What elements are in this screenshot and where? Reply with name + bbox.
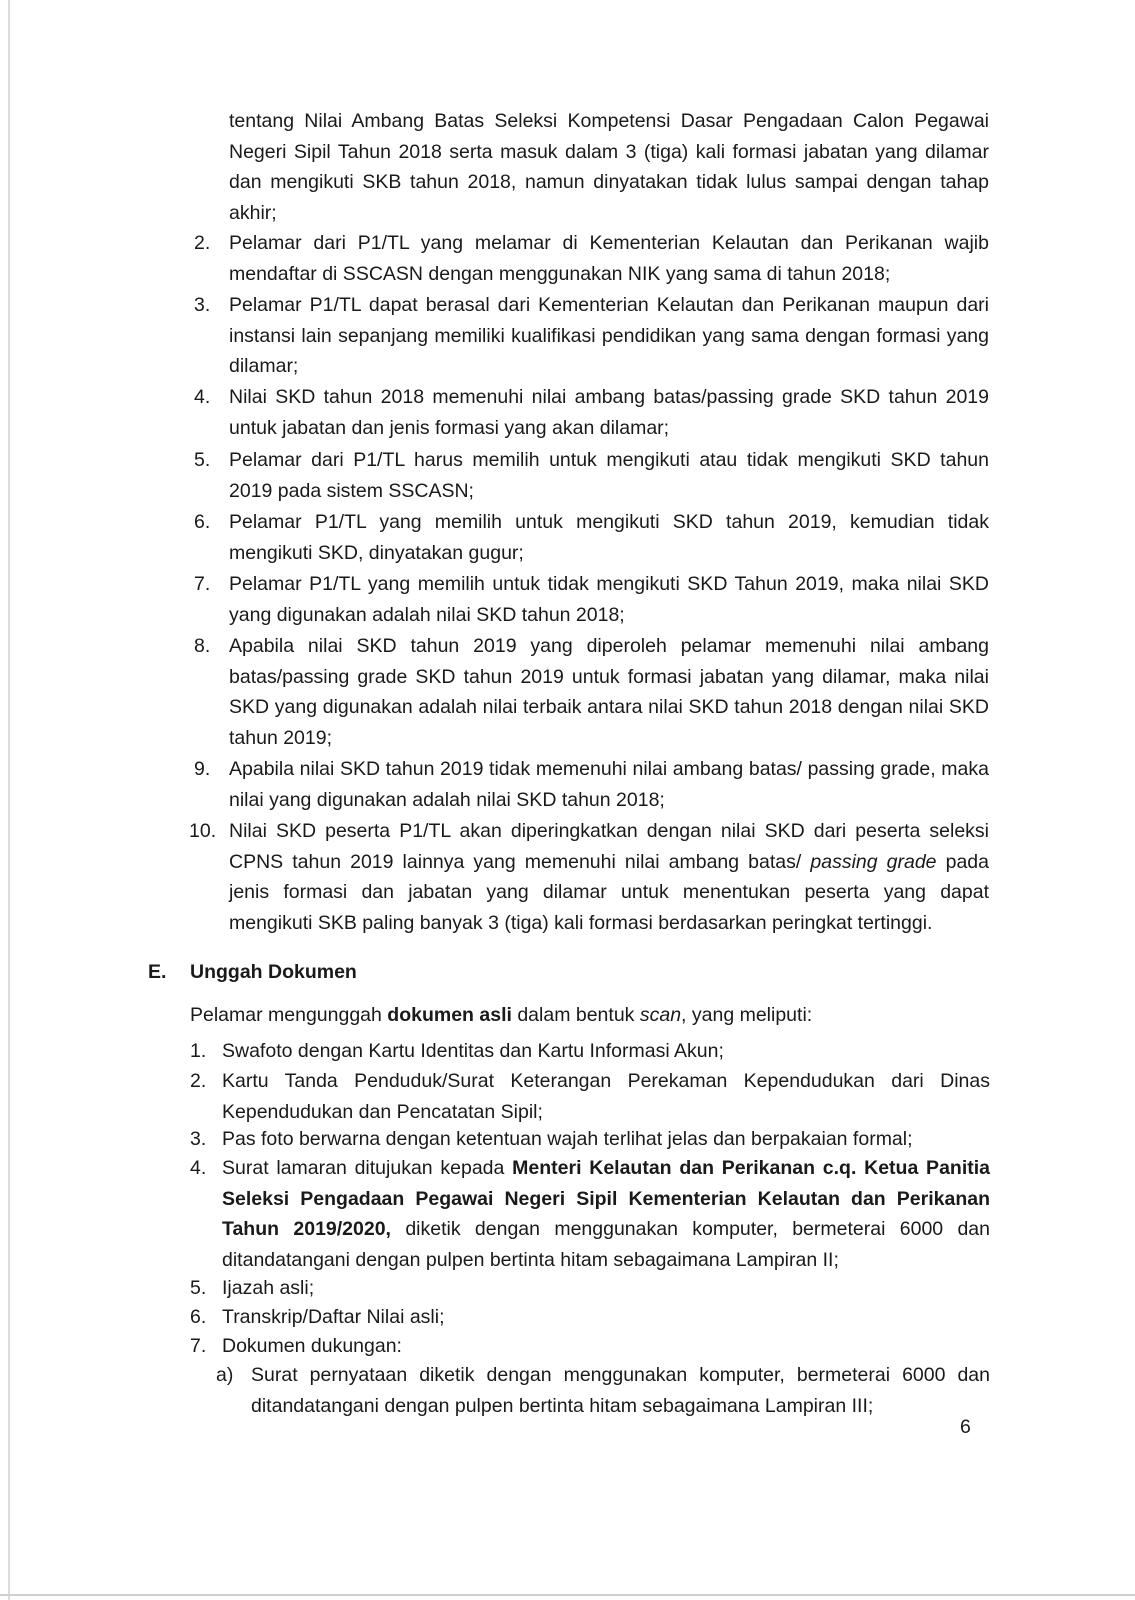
list-number: 6. — [190, 1306, 207, 1328]
list-text: Apabila nilai SKD tahun 2019 yang diperoleh pelamar memenuhi nilai ambang batas/passing grade SKD tahun 2019 untuk formasi jabatan yang dilamar, maka nilai SKD yang digunakan adalah nilai terbaik antara nilai SKD tahun 2018 dengan nilai SKD tahun 2019; — [229, 635, 989, 749]
list-number: 2. — [190, 1070, 207, 1092]
list-text-part: pada jenis formasi dan jabatan yang dilamar untuk menentukan peserta yang dapat mengikuti SKB paling banyak 3 (tiga) kali formasi berdasarkan peringkat tertinggi. — [229, 850, 989, 934]
list-text: Ijazah asli; — [222, 1277, 315, 1299]
sub-list-letter: a) — [216, 1364, 234, 1386]
intro-text: Pelamar mengunggah — [190, 1004, 388, 1026]
list-text — [222, 1153, 990, 1275]
page-edge — [8, 0, 10, 1600]
section-letter: E. — [148, 961, 167, 983]
document-item — [190, 1124, 990, 1155]
list-number: 7. — [190, 1335, 207, 1357]
page-edge-bottom — [0, 1594, 1135, 1596]
list-text: Pelamar dari P1/TL yang melamar di Kementerian Kelautan dan Perikanan wajib mendaftar di SSCASN dengan menggunakan NIK yang sama di tahun 2018; — [229, 232, 989, 285]
page-number: 6 — [960, 1416, 971, 1438]
document-sub-item — [216, 1360, 990, 1421]
list-text: Pelamar P1/TL yang memilih untuk tidak mengikuti SKD Tahun 2019, maka nilai SKD yang digunakan adalah nilai SKD tahun 2018; — [229, 573, 989, 626]
list-number: 10. — [189, 820, 217, 842]
list-number: 3. — [194, 294, 211, 316]
intro-text: , yang meliputi: — [681, 1004, 813, 1026]
document-item — [190, 1153, 990, 1275]
list-item — [194, 507, 989, 568]
list-text: Pelamar P1/TL dapat berasal dari Kementerian Kelautan dan Perikanan maupun dari instansi lain sepanjang memiliki kualifikasi pendidikan yang sama dengan formasi yang dilamar; — [229, 294, 989, 377]
list-text: Dokumen dukungan: — [222, 1335, 402, 1357]
list-number: 2. — [194, 232, 211, 254]
list-number: 6. — [194, 511, 211, 533]
list-number: 9. — [194, 758, 211, 780]
intro-text: dalam bentuk — [511, 1004, 640, 1026]
list-text: Surat pernyataan diketik dengan menggunakan komputer, bermeterai 6000 dan ditandatangani dengan pulpen bertinta hitam sebagaimana Lampiran III; — [251, 1364, 990, 1417]
list-number: 1. — [190, 1040, 207, 1062]
document-item — [190, 1302, 990, 1333]
list-text: Kartu Tanda Penduduk/Surat Keterangan Perekaman Kependudukan dari Dinas Kependudukan dan Pencatatan Sipil; — [222, 1070, 990, 1123]
list-number: 7. — [194, 573, 211, 595]
list-text — [229, 816, 989, 938]
list-item — [194, 445, 989, 506]
list-item — [189, 816, 989, 938]
continuation-paragraph: tentang Nilai Ambang Batas Seleksi Kompetensi Dasar Pengadaan Calon Pegawai Negeri Sipil Tahun 2018 serta masuk dalam 3 (tiga) kali formasi jabatan yang dilamar dan mengikuti SKB tahun 2018, namun dinyatakan tidak lulus sampai dengan tahap akhir; — [229, 110, 989, 224]
list-text-part: Nilai SKD peserta P1/TL akan diperingkatkan dengan nilai SKD dari peserta seleksi CPNS tahun 2019 lainnya yang memenuhi nilai ambang batas/ — [229, 820, 989, 873]
list-item — [194, 382, 989, 443]
list-text-italic: passing grade — [810, 850, 937, 873]
list-text: Pelamar P1/TL yang memilih untuk mengikuti SKD tahun 2019, kemudian tidak mengikuti SKD, dinyatakan gugur; — [229, 511, 989, 564]
document-item — [190, 1273, 990, 1304]
list-text-bold: Menteri Kelautan dan Perikanan c.q. Ketua Panitia Seleksi Pengadaan Pegawai Negeri Sipil Kementerian Kelautan dan Perikanan Tahun 2019/2020, — [222, 1157, 990, 1240]
list-item — [194, 569, 989, 630]
list-item — [194, 228, 989, 289]
document-item — [190, 1331, 990, 1362]
list-number: 4. — [190, 1157, 207, 1179]
intro-italic: scan — [639, 1004, 682, 1026]
list-text: Pelamar dari P1/TL harus memilih untuk mengikuti atau tidak mengikuti SKD tahun 2019 pada sistem SSCASN; — [229, 449, 989, 502]
list-text: Swafoto dengan Kartu Identitas dan Kartu Informasi Akun; — [222, 1040, 724, 1062]
document-item — [190, 1066, 990, 1127]
list-number: 4. — [194, 386, 211, 408]
list-item — [194, 754, 989, 815]
list-item — [194, 631, 989, 753]
section-title: Unggah Dokumen — [190, 961, 357, 983]
intro-bold: dokumen asli — [387, 1004, 512, 1026]
document-item — [190, 1036, 990, 1067]
list-number: 5. — [190, 1277, 207, 1299]
list-number: 8. — [194, 635, 211, 657]
section-intro — [190, 1000, 990, 1031]
list-number: 3. — [190, 1128, 207, 1150]
list-text: Pas foto berwarna dengan ketentuan wajah terlihat jelas dan berpakaian formal; — [222, 1128, 913, 1150]
list-item — [194, 290, 989, 382]
list-text: Transkrip/Daftar Nilai asli; — [222, 1306, 445, 1328]
list-text-part: diketik dengan menggunakan komputer, bermeterai 6000 dan ditandatangani dengan pulpen bertinta hitam sebagaimana Lampiran II; — [222, 1218, 990, 1271]
list-number: 5. — [194, 449, 211, 471]
list-text: Nilai SKD tahun 2018 memenuhi nilai ambang batas/passing grade SKD tahun 2019 untuk jabatan dan jenis formasi yang akan dilamar; — [229, 386, 989, 439]
list-text-part: Surat lamaran ditujukan kepada — [222, 1157, 513, 1179]
list-text: Apabila nilai SKD tahun 2019 tidak memenuhi nilai ambang batas/ passing grade, maka nilai yang digunakan adalah nilai SKD tahun 2018; — [229, 758, 989, 811]
